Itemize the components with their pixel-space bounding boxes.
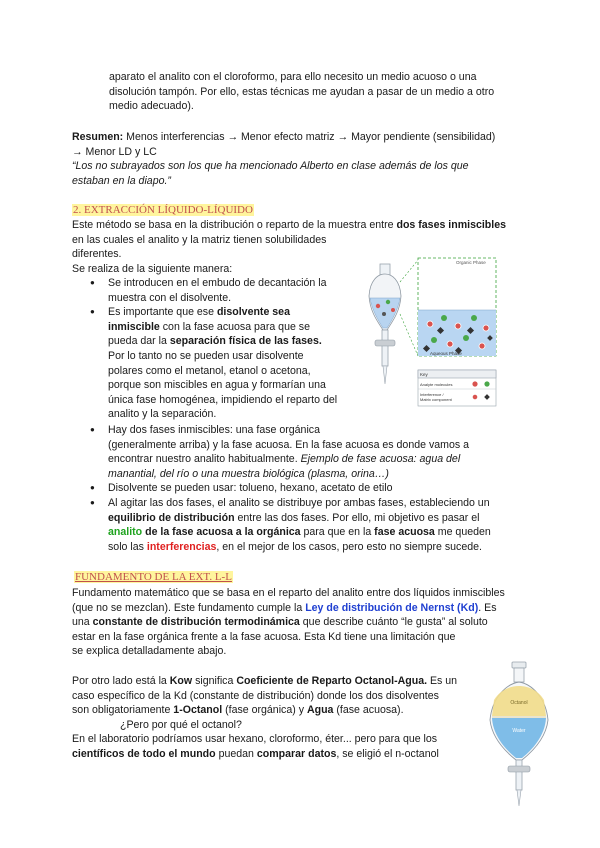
text: que describe cuánto “le gusta” al soluto: [299, 616, 488, 629]
text-line: [72, 218, 542, 233]
highlight-analito: analito: [108, 526, 143, 539]
note-quote: estaban en la diapo.”: [72, 174, 171, 187]
emphasis: de la fase acuosa a la orgánica: [145, 526, 301, 539]
text-line: disolución tampón. Por ello, estas técnicas me ayudan a pasar de un medio a otro: [109, 85, 495, 98]
text: Es un: [427, 675, 458, 687]
text-line: ● Se introducen en el embudo de decantación la: [108, 277, 327, 289]
example-text: Ejemplo de fase acuosa: agua del: [300, 453, 461, 466]
text: son obligatoriamente: [72, 704, 174, 717]
emphasis: disolvente sea: [216, 306, 290, 319]
text: Este método se basa en la distribución o reparto de la muestra entre: [72, 219, 397, 231]
list-item: [108, 481, 548, 496]
text: Es importante que ese: [108, 306, 217, 319]
emphasis: constante de distribución termodinámica: [92, 616, 300, 629]
note-quote: “Los no subrayados son los que ha mencionado Alberto en clase además de los que: [72, 160, 469, 173]
text-line: estar en la fase orgánica frente a la fase acuosa. Esta Kd tiene una limitación que: [72, 630, 456, 643]
text-line: Fundamento matemático que se basa en el reparto del analito entre dos líquidos inmiscibles: [72, 587, 505, 599]
text: . Es: [478, 601, 497, 614]
organic-phase-label: Organic Phase: [456, 260, 486, 265]
text-line: ¿Pero por qué el octanol?: [120, 718, 242, 731]
text-line: porque son miscibles en agua y formarían una: [108, 379, 326, 392]
text-line: polares como el metanol, etanol o acetona,: [108, 364, 311, 377]
kow-paragraph: [72, 674, 487, 762]
summary-label: Resumen:: [72, 131, 124, 143]
example-text: manantial, del río o una muestra biológica (plasma, orina…): [108, 467, 389, 480]
emphasis: dos fases inmiscibles: [396, 219, 507, 231]
text: Por otro lado está la: [72, 675, 170, 687]
emphasis: equilibrio de distribución: [108, 511, 235, 524]
text-line: Por lo tanto no se pueden usar disolvente: [108, 349, 304, 362]
summary-text: → Menor LD y LC: [72, 145, 157, 158]
text: entre las dos fases. Por ello, mi objetivo es pasar el: [234, 511, 480, 524]
aqueous-phase-label: Aqueous Phase: [430, 351, 462, 356]
octanol-water-figure: [484, 660, 554, 810]
text: , en el mejor de los casos, pero esto no siempre sucede.: [216, 540, 482, 553]
text: solo las: [108, 540, 147, 553]
bullet-list: [108, 276, 358, 422]
fundamento-paragraph: [72, 586, 542, 659]
bullet-list: [108, 423, 548, 554]
text-line: medio adecuado).: [109, 100, 194, 113]
text-line: única fase homogénea, impidiendo el reparto del: [108, 393, 338, 406]
emphasis: fase acuosa: [374, 526, 435, 539]
octanol-funnel-icon: [484, 660, 554, 810]
text: pueda dar la: [108, 335, 170, 348]
summary-block: [72, 130, 542, 188]
text-line: aparato el analito con el cloroformo, para ello necesito un medio acuoso o una: [109, 71, 477, 83]
emphasis: inmiscible: [108, 320, 160, 333]
text-line: ● Al agitar las dos fases, el analito se distribuye por ambas fases, estableciendo un: [108, 496, 490, 509]
section-heading: [72, 203, 254, 218]
continuation-paragraph: [109, 70, 529, 114]
text: (fase orgánica) y: [222, 704, 307, 717]
text: encontrar nuestro analito habitualmente.: [108, 453, 301, 466]
highlight-nernst: Ley de distribución de Nernst (Kd): [305, 601, 479, 614]
text-line: analito y la separación.: [108, 408, 217, 421]
extraction-figure: [360, 252, 500, 412]
legend-row-interference: Interference /: [420, 392, 444, 397]
emphasis: comparar datos: [256, 747, 337, 760]
text: con la fase acuosa para que se: [159, 320, 310, 333]
text-line: (generalmente arriba) y la fase acuosa. En la fase acuosa es donde vamos a: [108, 438, 469, 451]
summary-line: [72, 130, 542, 145]
text: , se eligió el n-octanol: [336, 747, 439, 760]
legend-row-matrix: Matrix component: [420, 397, 452, 402]
text: me queden: [434, 526, 491, 539]
legend-row-analyte: Analyte molecules: [420, 382, 453, 387]
water-label: Water: [512, 728, 526, 734]
emphasis: Agua: [306, 704, 334, 717]
text-line: diferentes.: [72, 248, 122, 261]
subsection-heading-text: FUNDAMENTO DE LA EXT. L-L: [75, 571, 232, 583]
text-line: ● Disolvente se pueden usar: tolueno, hexano, acetato de etilo: [108, 482, 393, 495]
list-item: [108, 423, 548, 481]
text-line: caso específico de la Kd (constante de distribución) donde los dos disolventes: [72, 689, 439, 702]
emphasis: separación física de las fases.: [169, 335, 322, 348]
highlight-interferencias: interferencias: [146, 540, 217, 553]
emphasis: 1-Octanol: [173, 704, 223, 717]
subsection-heading: [74, 570, 233, 585]
text-line: en las cuales el analito y la matriz tienen solubilidades: [72, 233, 327, 246]
emphasis: científicos de todo el mundo: [72, 747, 216, 760]
figure-legend: [418, 370, 496, 406]
text-line: Se realiza de la siguiente manera:: [72, 262, 233, 275]
text: una: [72, 616, 93, 629]
text-line: se explica detalladamente abajo.: [72, 645, 227, 658]
emphasis: Coeficiente de Reparto Octanol-Agua.: [236, 675, 428, 687]
list-item: [108, 496, 548, 554]
text: para que en la: [300, 526, 375, 539]
separatory-funnel-icon: [369, 264, 401, 384]
list-item: [108, 305, 358, 422]
extraction-diagram: [360, 252, 500, 412]
octanol-label: Octanol: [510, 700, 528, 706]
text-line: ● Hay dos fases inmiscibles: una fase orgánica: [108, 424, 320, 436]
text-line: En el laboratorio podríamos usar hexano, cloroformo, éter... pero para que los: [72, 733, 438, 746]
text-line: muestra con el disolvente.: [108, 291, 232, 304]
text: (que no se mezclan). Este fundamento cumple la: [72, 601, 306, 614]
text: (fase acuosa).: [333, 704, 404, 717]
section-heading-text: 2. EXTRACCIÓN LÍQUIDO-LÍQUIDO: [73, 204, 253, 216]
legend-title: Key: [420, 372, 428, 377]
text: puedan: [215, 747, 257, 760]
summary-text: Menos interferencias → Menor efecto matriz → Mayor pendiente (sensibilidad): [123, 131, 496, 143]
list-item: [108, 276, 358, 305]
text: significa: [192, 675, 237, 687]
emphasis: Kow: [169, 675, 193, 687]
